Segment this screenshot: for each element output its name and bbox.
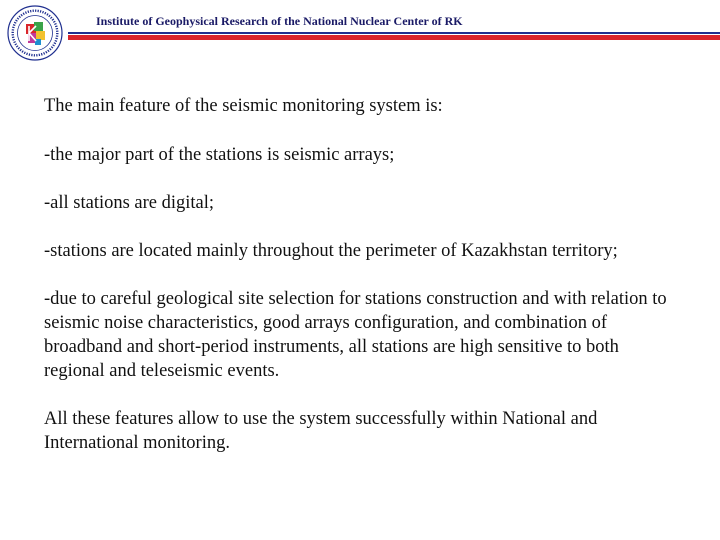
bullet-item: -stations are located mainly throughout the perimeter of Kazakhstan territory;	[44, 241, 618, 261]
slide-body	[44, 94, 684, 479]
header-divider-blue	[68, 32, 720, 34]
intro-text: The main feature of the seismic monitoring system is:	[44, 96, 443, 116]
institute-emblem-icon	[6, 4, 64, 62]
bullet-item: -the major part of the stations is seismic arrays;	[44, 145, 395, 165]
header-divider-red	[68, 35, 720, 40]
bullet-item: -all stations are digital;	[44, 193, 215, 213]
header-title: Institute of Geophysical Research of the National Nuclear Center of RK	[96, 14, 463, 28]
bullet-item: -due to careful geological site selection for stations construction and with relation to seismic noise characteristics, good arrays configuration, and combination of broadband and short-period instruments, all stations are high sensitive to both regional and teleseismic events.	[44, 289, 667, 381]
conclusion-text: All these features allow to use the system successfully within National and International monitoring.	[44, 409, 598, 453]
